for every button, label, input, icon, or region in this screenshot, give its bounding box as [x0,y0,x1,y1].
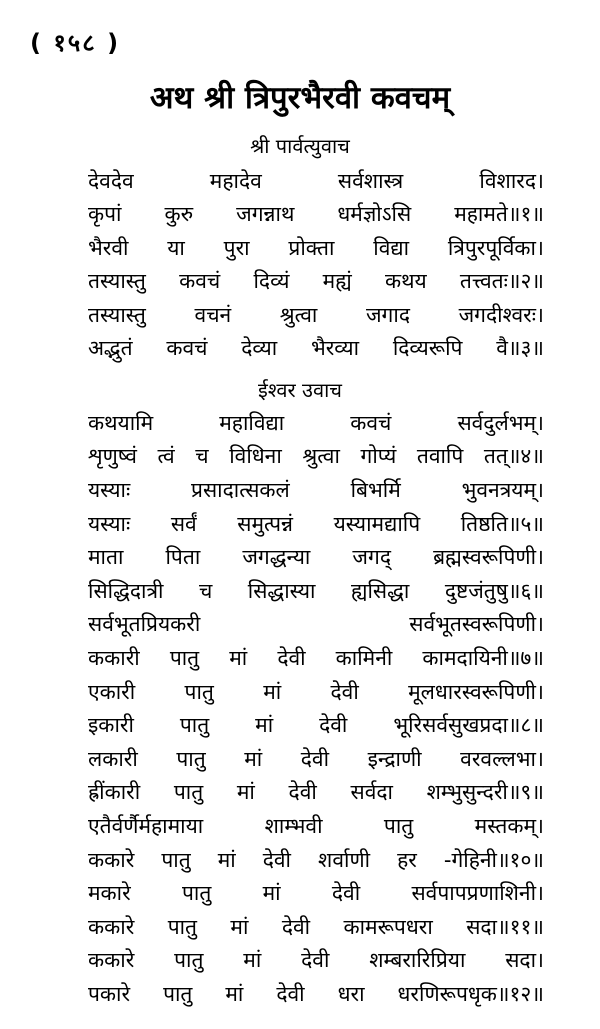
page-number: ( १५८ ) [30,29,121,57]
verse-line [88,231,544,265]
verse-line [88,164,544,198]
verse-line [88,608,544,642]
verse-word: जगदीश्वरः। [458,302,544,327]
verse-word: शम्भुसुन्दरी॥९॥ [426,780,544,805]
verse-word: श्रुत्वा [302,444,340,469]
verse-word: कामरूपधरा [343,914,433,939]
verse-line [88,977,544,1011]
verse-word: गोप्यं [360,444,397,469]
verse-word: एकारी [88,679,136,704]
verse-word: यस्याः [88,511,131,536]
verse-word: पातु [167,914,198,939]
verse-word: इकारी [88,713,134,738]
verse-word: वचनं [194,302,232,327]
verse-word: सर्वभूतप्रियकरी [88,612,201,637]
verse-word: प्रसादात्सकलं [191,477,290,502]
verse-word: जगद् [352,545,391,570]
verse-line [88,675,544,709]
verse-word: धरा [337,981,365,1006]
verse-word: मां [236,780,255,805]
verse-line [88,440,544,474]
verse-word: सर्वभूतस्वरूपिणी। [409,612,544,637]
verse-word: हर [397,847,417,872]
verse-word: पातु [169,645,200,670]
verse-word: महादेव [209,168,262,193]
verse-word: मां [243,948,262,973]
verse-word: मां [263,679,282,704]
verse-word: कवचं [350,410,392,435]
verse-word: त्रिपुरपूर्विका। [447,235,544,260]
verse-word: देवी [288,780,317,805]
verse-word: सर्वदा [350,780,393,805]
verse-word: सर्वपापप्रणाशिनी। [411,881,544,906]
verse-word: यस्याः [88,477,131,502]
kavach-title: अथ श्री त्रिपुरभैरवी कवचम् [149,80,451,116]
verse-word: पकारे [88,981,131,1006]
verse-word: जगाद [365,302,410,327]
verse-line [88,843,544,877]
verse-word: विधिना [229,444,282,469]
verse-word: बिभर्मि [350,477,401,502]
verse-line [88,910,544,944]
verse-word: तस्यास्तु [88,302,146,327]
verse-block-ishvara [88,406,544,1011]
verse-word: दिव्यरूपि [392,336,463,361]
verse-word: देवी [330,679,359,704]
verse-word: देवी [319,713,348,738]
verse-word: पातु [161,847,191,872]
verse-word: ककारे [88,847,135,872]
verse-word: विशारद। [479,168,544,193]
verse-word: कामदायिनी॥७॥ [422,645,544,670]
verse-word: मां [229,645,248,670]
verse-word: मकारे [88,881,131,906]
verse-word: कथयामि [88,410,154,435]
verse-word: सदा। [505,948,544,973]
verse-word: कामिनी [335,645,393,670]
verse-word: सिद्धिदात्री [88,578,164,603]
verse-word: सर्वं [170,511,197,536]
verse-word: भैरवी [88,235,129,260]
speaker-heading-parvati: श्री पार्वत्युवाच [250,134,350,158]
verse-word: कुरु [164,202,194,227]
verse-word: विद्या [373,235,410,260]
verse-word: मां [217,847,236,872]
verse-word: पातु [179,713,210,738]
verse-word: पातु [173,780,204,805]
verse-word: धर्मज्ञोऽसि [337,202,412,227]
verse-word: देवी [276,981,305,1006]
verse-line [88,507,544,541]
verse-line [88,742,544,776]
verse-word: वरवल्लभा। [460,746,544,771]
verse-word: महामते॥१॥ [454,202,544,227]
verse-word: देवी [281,914,311,939]
verse-word: दिव्यं [253,269,290,294]
verse-word: लकारी [88,746,138,771]
verse-word: देवी [300,746,330,771]
verse-word: इन्द्राणी [367,746,422,771]
verse-word: शर्वाणी [318,847,371,872]
verse-word: शम्बरारिप्रिया [369,948,466,973]
verse-block-parvati [88,164,544,365]
verse-word: भैरव्या [310,336,360,361]
verse-word: मां [244,746,263,771]
verse-word: पातु [163,981,193,1006]
verse-word: यस्यामद्यापि [333,511,421,536]
verse-word: तत्॥४॥ [483,444,544,469]
verse-word: या [167,235,185,260]
verse-word: देवी [262,847,292,872]
verse-word: पिता [165,545,201,570]
verse-word: दुष्टजंतुषु॥६॥ [444,578,544,603]
verse-word: ह्रींकारी [88,780,141,805]
verse-word: देवदेव [88,168,134,193]
verse-word: च [195,444,209,469]
verse-line [88,540,544,574]
verse-line [88,406,544,440]
verse-word: तत्त्वतः॥२॥ [459,269,544,294]
verse-line [88,809,544,843]
verse-word: देव्या [241,336,278,361]
verse-word: मस्तकम्। [474,813,544,838]
verse-word: -गेहिनी॥१०॥ [443,847,544,872]
verse-word: भूरिसर्वसुखप्रदा॥८॥ [393,713,544,738]
speaker-heading-ishvara: ईश्वर उवाच [258,378,342,402]
verse-word: महाविद्या [219,410,285,435]
verse-word: वै॥३॥ [496,336,544,361]
verse-line [88,574,544,608]
verse-word: कथय [384,269,427,294]
verse-word: च [198,578,213,603]
verse-line [88,776,544,810]
verse-line [88,876,544,910]
verse-word: सदा॥११॥ [466,914,544,939]
verse-word: शाम्भवी [264,813,323,838]
verse-word: ककारे [88,948,135,973]
verse-word: अद्भुतं [88,336,133,361]
verse-word: ककारी [88,645,140,670]
verse-word: पातु [184,679,214,704]
verse-word: पातु [176,746,206,771]
verse-word: पातु [182,881,212,906]
verse-word: देवी [277,645,306,670]
verse-line [88,944,544,978]
verse-word: श्रुत्वा [279,302,318,327]
verse-word: समुत्पन्नं [237,511,293,536]
verse-word: ब्रह्मस्वरूपिणी। [433,545,544,570]
verse-word: मां [225,981,244,1006]
verse-word: जगद्धन्या [242,545,311,570]
verse-word: एतैर्वर्णैर्महामाया [88,813,204,838]
verse-word: ह्यसिद्धा [350,578,410,603]
verse-line [88,265,544,299]
verse-word: कवचं [179,269,221,294]
verse-word: सिद्धास्या [247,578,316,603]
verse-word: पुरा [223,235,250,260]
verse-line [88,708,544,742]
verse-word: माता [88,545,124,570]
verse-word: सर्वदुर्लभम्। [457,410,544,435]
verse-word: तिष्ठति॥५॥ [460,511,544,536]
verse-word: भुवनत्रयम्। [461,477,544,502]
verse-word: पातु [174,948,204,973]
verse-word: देवी [331,881,361,906]
verse-word: मह्यं [322,269,352,294]
verse-word: धरणिरूपधृक॥१२॥ [397,981,544,1006]
verse-word: मां [255,713,274,738]
verse-word: शृणुष्वं [88,444,137,469]
verse-word: जगन्नाथ [236,202,295,227]
verse-word: मूलधारस्वरूपिणी। [408,679,544,704]
verse-line [88,198,544,232]
verse-line [88,298,544,332]
verse-word: सर्वशास्त्र [337,168,404,193]
verse-word: देवी [301,948,330,973]
verse-word: कवचं [166,336,208,361]
verse-word: ककारे [88,914,135,939]
verse-line [88,332,544,366]
verse-line [88,641,544,675]
verse-word: त्वं [157,444,175,469]
verse-word: मां [230,914,249,939]
verse-word: कृपां [88,202,122,227]
verse-word: प्रोक्ता [288,235,335,260]
verse-word: तवापि [416,444,464,469]
verse-word: मां [262,881,281,906]
verse-word: पातु [383,813,414,838]
verse-word: तस्यास्तु [88,269,146,294]
verse-line [88,473,544,507]
